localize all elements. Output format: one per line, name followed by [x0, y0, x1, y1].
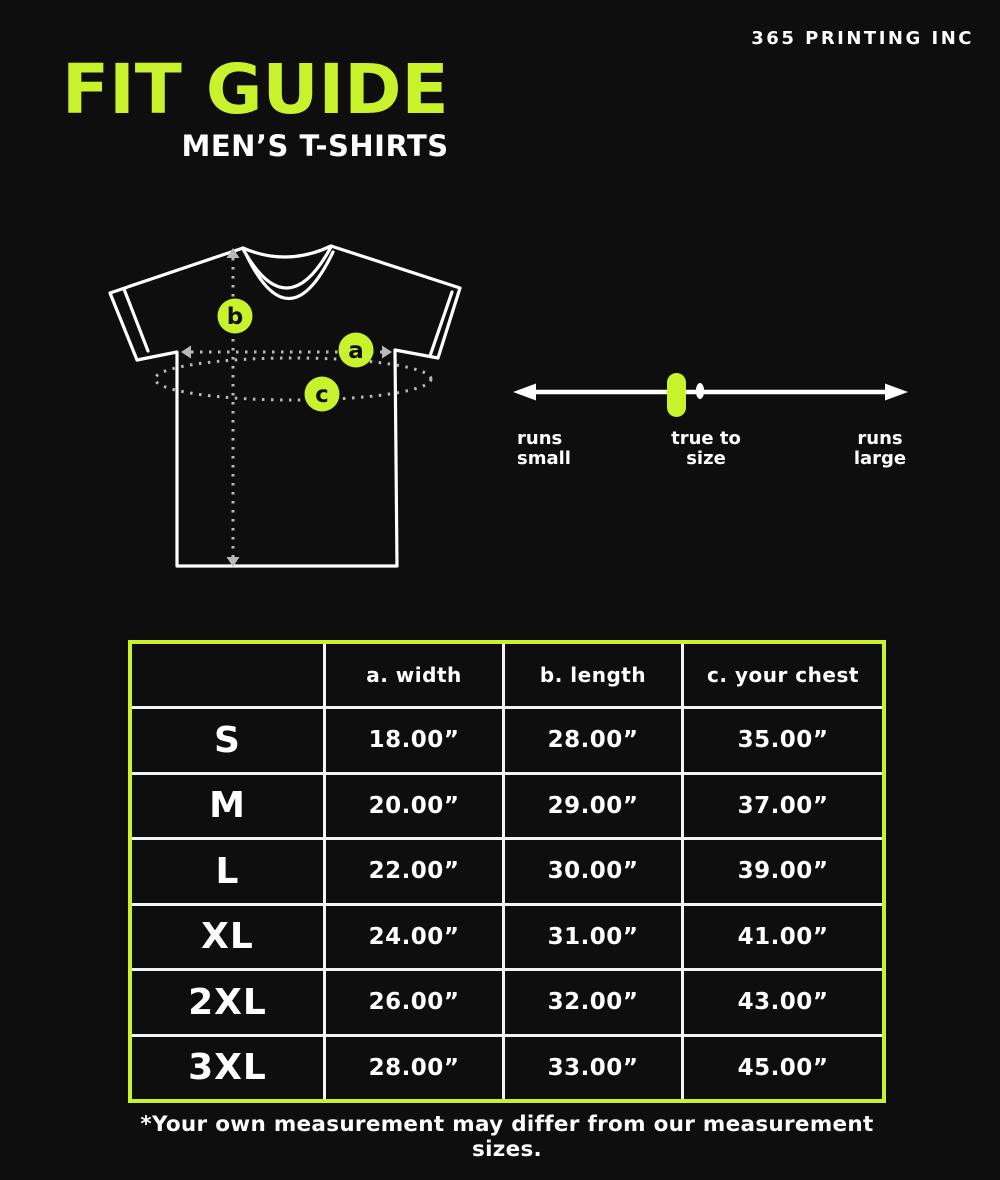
- size-label: L: [132, 840, 323, 903]
- size-label: XL: [132, 906, 323, 969]
- length-value: 31.00”: [505, 906, 681, 969]
- width-value: 18.00”: [326, 709, 502, 772]
- marker-b-label: b: [226, 304, 244, 330]
- length-value: 28.00”: [505, 709, 681, 772]
- length-value: 29.00”: [505, 775, 681, 838]
- scale-label-runs-small: runs small: [517, 428, 571, 469]
- size-table: [128, 640, 886, 1103]
- scale-label-runs-large: runs large: [853, 428, 907, 469]
- marker-a-label: a: [348, 338, 364, 364]
- header-cell-chest: c. your chest: [684, 644, 882, 706]
- header-cell-width: a. width: [326, 644, 502, 706]
- fit-scale-dot: [696, 383, 704, 399]
- size-label: 2XL: [132, 971, 323, 1034]
- width-value: 26.00”: [326, 971, 502, 1034]
- scale-label-true-to-size: true to size: [671, 428, 741, 469]
- measurement-disclaimer: *Your own measurement may differ from our measurement sizes.: [140, 1112, 874, 1162]
- chest-value: 35.00”: [684, 709, 882, 772]
- size-label: S: [132, 709, 323, 772]
- length-value: 30.00”: [505, 840, 681, 903]
- chest-value: 37.00”: [684, 775, 882, 838]
- chest-value: 41.00”: [684, 906, 882, 969]
- size-label: M: [132, 775, 323, 838]
- chest-value: 43.00”: [684, 971, 882, 1034]
- width-value: 22.00”: [326, 840, 502, 903]
- width-value: 24.00”: [326, 906, 502, 969]
- fit-scale-arrow-right-icon: [885, 384, 908, 401]
- size-label: 3XL: [132, 1037, 323, 1100]
- brand-text: 365 PRINTING INC: [751, 28, 974, 49]
- chest-value: 45.00”: [684, 1037, 882, 1100]
- page-title: FIT GUIDE: [62, 50, 449, 130]
- width-value: 20.00”: [326, 775, 502, 838]
- header-cell-length: b. length: [505, 644, 681, 706]
- length-value: 33.00”: [505, 1037, 681, 1100]
- chest-value: 39.00”: [684, 840, 882, 903]
- page-subtitle: MEN’S T-SHIRTS: [181, 129, 449, 163]
- width-value: 28.00”: [326, 1037, 502, 1100]
- marker-c-label: c: [315, 382, 329, 408]
- fit-scale-marker: [667, 373, 686, 417]
- fit-scale-arrow-left-icon: [513, 384, 536, 401]
- header-cell-size: [132, 644, 323, 706]
- length-value: 32.00”: [505, 971, 681, 1034]
